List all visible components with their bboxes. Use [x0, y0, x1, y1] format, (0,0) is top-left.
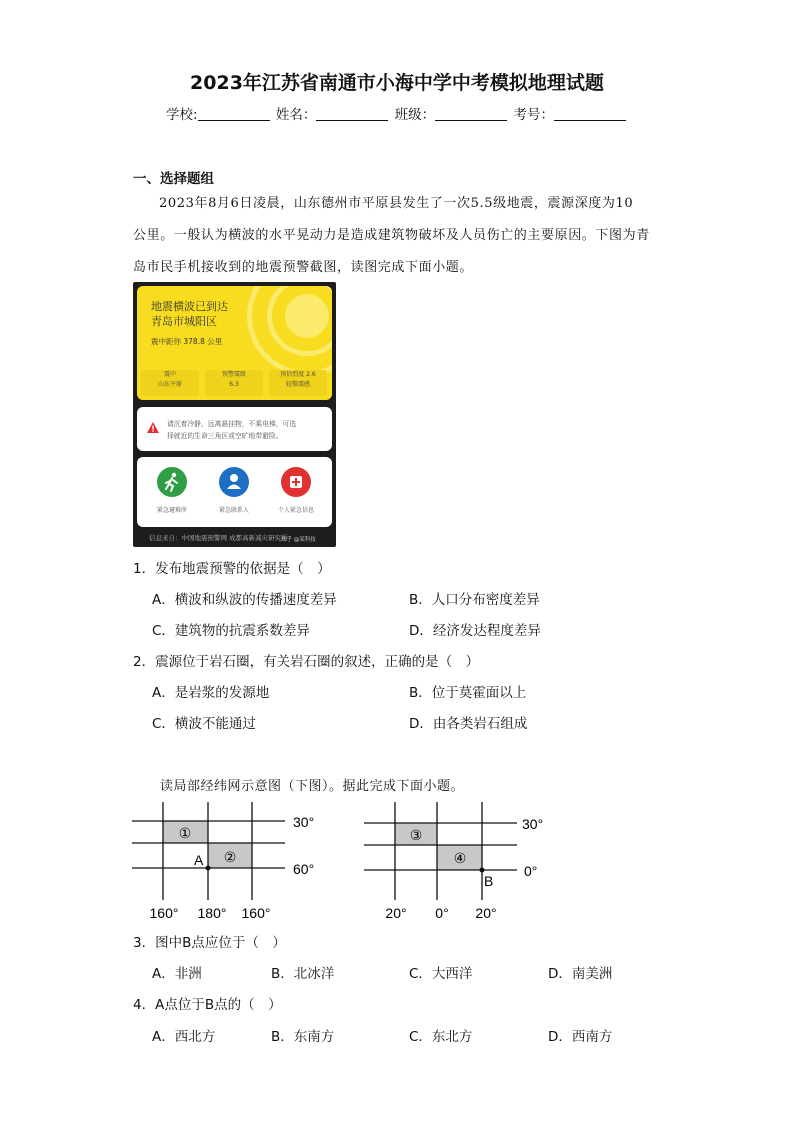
point-b-marker — [480, 868, 485, 873]
passage-earthquake — [133, 188, 663, 284]
contact-button[interactable] — [219, 467, 249, 497]
name-label: 姓名： — [275, 107, 317, 123]
graticule-map-right — [362, 800, 562, 925]
q1-option-c[interactable]: C．建筑物的抗震系数差异 — [152, 623, 310, 639]
stat-epicenter — [141, 370, 199, 396]
question-4: 4．A点位于B点的（ ） — [133, 997, 282, 1013]
q2-option-b[interactable]: B．位于莫霍面以上 — [409, 685, 527, 701]
q1-option-b[interactable]: B．人口分布密度差异 — [409, 592, 540, 608]
question-1: 1．发布地震预警的依据是（ ） — [133, 561, 331, 577]
page-title: 2023年江苏省南通市小海中学中考模拟地理试题 — [190, 72, 604, 94]
warning-headline-2: 青岛市城阳区 — [151, 315, 217, 328]
advice-line-2: 择就近的生命三角区或空旷地带避险。 — [167, 432, 283, 440]
name-blank[interactable] — [316, 107, 388, 121]
medical-icon — [281, 467, 311, 497]
stat-magnitude-label: 预警震级 — [221, 371, 246, 378]
stat-intensity — [269, 370, 327, 396]
q4-option-d[interactable]: D．西南方 — [548, 1029, 613, 1045]
contact-label: 紧急联系人 — [218, 507, 249, 514]
personal-info-label: 个人紧急信息 — [277, 507, 314, 514]
cell-3-label: ③ — [409, 827, 423, 843]
lon-20e-label: 20° — [475, 905, 497, 921]
cell-4-label: ④ — [453, 850, 467, 866]
warning-yellow-card — [137, 286, 332, 400]
warning-headline-1: 地震横波已到达 — [151, 300, 228, 313]
lat-30-label-right: 30° — [522, 816, 544, 832]
point-b-label: B — [484, 873, 494, 889]
stat-epicenter-value: 山东平原 — [157, 381, 182, 388]
warning-advice-card — [137, 407, 332, 451]
student-info-line — [0, 103, 794, 123]
advice-line-1: 请沉着冷静，远离悬挂物，不乘电梯，可选 — [167, 420, 297, 428]
q2-option-c[interactable]: C．横波不能通过 — [152, 716, 256, 732]
q3-option-d[interactable]: D．南美洲 — [548, 966, 613, 982]
warning-triangle-icon — [147, 422, 159, 433]
school-label: 学校: — [166, 107, 198, 123]
stat-intensity-value: 轻微震感 — [285, 381, 310, 388]
lat-60-label: 60° — [293, 861, 315, 877]
stat-magnitude — [205, 370, 263, 396]
question-3: 3．图中B点应位于（ ） — [133, 935, 286, 951]
q4-option-b[interactable]: B．东南方 — [271, 1029, 335, 1045]
q1-option-d[interactable]: D．经济发达程度差异 — [409, 623, 541, 639]
source-text: 信息来自：中国地震预警网 成都高新减灾研究所 — [149, 534, 288, 542]
passage-line-3: 岛市民手机接收到的地震预警截图，读图完成下面小题。 — [133, 260, 474, 275]
section-heading: 一、选择题组 — [133, 171, 214, 187]
class-label: 班级： — [394, 107, 436, 123]
lat-30-label: 30° — [293, 814, 315, 830]
q4-option-a[interactable]: A．西北方 — [152, 1029, 216, 1045]
shelter-button[interactable] — [157, 467, 187, 497]
passage-line-2: 公里。一般认为横波的水平晃动力是造成建筑物破坏及人员伤亡的主要原因。下图为青 — [133, 228, 650, 243]
q3-option-c[interactable]: C．大西洋 — [409, 966, 473, 982]
earthquake-warning-screenshot — [133, 282, 336, 547]
lat-0-label: 0° — [524, 863, 538, 879]
lon-20w-label: 20° — [385, 905, 407, 921]
q3-option-b[interactable]: B．北冰洋 — [271, 966, 335, 982]
point-a-label: A — [194, 852, 204, 868]
q2-option-a[interactable]: A．是岩浆的发源地 — [152, 685, 270, 701]
exam-no-label: 考号： — [513, 107, 554, 123]
epicenter-distance: 震中距你 378.8 公里 — [151, 337, 223, 346]
passage-graticule: 读局部经纬网示意图（下图）。据此完成下面小题。 — [160, 779, 465, 794]
stat-epicenter-label: 震中 — [163, 371, 176, 378]
personal-info-button[interactable] — [281, 467, 311, 497]
lon-180-label: 180° — [197, 905, 227, 921]
run-icon — [157, 467, 187, 497]
graticule-map-left — [130, 800, 330, 925]
q3-option-a[interactable]: A．非洲 — [152, 966, 202, 982]
class-blank[interactable] — [435, 107, 507, 121]
lon-160w-label: 160° — [149, 905, 179, 921]
q2-option-d[interactable]: D．由各类岩石组成 — [409, 716, 528, 732]
cell-1-label: ① — [178, 825, 192, 841]
cell-2-label: ② — [223, 849, 237, 865]
question-2: 2．震源位于岩石圈，有关岩石圈的叙述，正确的是（ ） — [133, 654, 480, 670]
q4-option-c[interactable]: C．东北方 — [409, 1029, 473, 1045]
emergency-buttons-card — [137, 457, 332, 527]
lon-0-label: 0° — [435, 905, 449, 921]
signal-ring-inner — [285, 294, 329, 338]
person-icon — [219, 467, 249, 497]
passage-line-1: 2023年8月6日凌晨，山东德州市平原县发生了一次5.5级地震，震源深度为10 — [159, 196, 634, 211]
q1-option-a[interactable]: A．横波和纵波的传播速度差异 — [152, 592, 337, 608]
shelter-label: 紧急避难所 — [156, 507, 187, 514]
school-blank[interactable] — [198, 107, 270, 121]
stat-magnitude-value: 6.3 — [229, 381, 239, 388]
point-a-marker — [206, 866, 211, 871]
lon-160e-label: 160° — [241, 905, 271, 921]
watermark: 知乎 @某科技 — [281, 537, 316, 543]
exam-no-blank[interactable] — [554, 107, 626, 121]
stat-intensity-label: 预估烈度 2.6 — [280, 371, 316, 378]
source-footer — [149, 533, 288, 542]
